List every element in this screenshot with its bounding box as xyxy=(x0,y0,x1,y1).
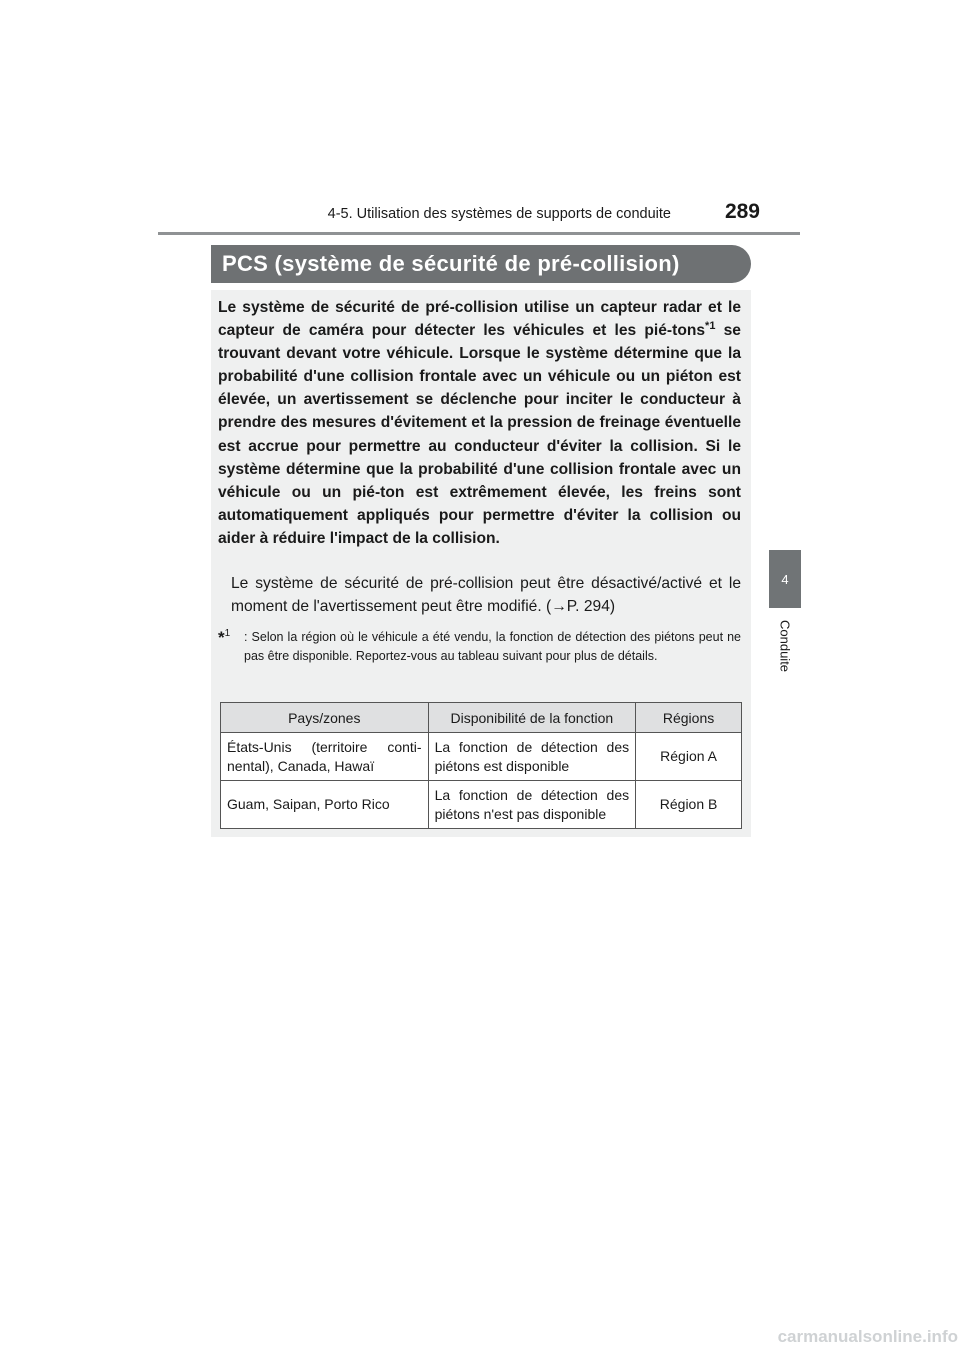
table-cell-country: Guam, Saipan, Porto Rico xyxy=(221,781,429,829)
watermark: carmanualsonline.info xyxy=(777,1327,958,1346)
table-cell-region: Région B xyxy=(636,781,742,829)
table-cell-availability: La fonction de détection des piétons est disponible xyxy=(428,733,636,781)
section-title-banner xyxy=(211,245,751,283)
chapter-tab-label: Conduite xyxy=(777,620,793,673)
intro-paragraph xyxy=(218,296,741,550)
table-row xyxy=(221,733,742,781)
section-title: PCS (système de sécurité de pré-collision) xyxy=(222,251,680,276)
footnote xyxy=(218,624,741,666)
footnote-asterisk: * xyxy=(218,628,225,647)
column-header-countries: Pays/zones xyxy=(221,703,429,733)
column-header-regions: Régions xyxy=(636,703,742,733)
footnote-text: : Selon la région où le véhicule a été vendu, la fonction de détection des piétons peut ne pas être disponible. Reportez-vous au tableau suivant pour plus de détails. xyxy=(244,630,741,663)
header-section-title: 4-5. Utilisation des systèmes de supports de conduite xyxy=(327,206,671,222)
header-divider xyxy=(158,232,800,235)
footnote-number: 1 xyxy=(224,628,231,639)
settings-note-text: Le système de sécurité de pré-collision peut être désactivé/activé et le moment de l'avertissement peut être modifié. ( xyxy=(231,575,741,615)
settings-note xyxy=(231,572,741,618)
page-number: 289 xyxy=(724,200,760,223)
table-row xyxy=(221,781,742,829)
page-reference-link[interactable]: P. 294) xyxy=(566,598,616,615)
intro-text-part2: se trouvant devant votre véhicule. Lorsque le système détermine que la probabilité d'une collision frontale avec un véhicule ou un piéton est élevée, un avertissement se déclenche pour inciter le conducteur à prendre des mesures d'évitement et la pression de freinage éventuelle est accrue pour permettre au conducteur d'éviter la collision. Si le système détermine que la probabilité d'une collision frontale avec un véhicule ou un pié-ton est extrêmement élevée, les freins sont automatiquement appliqués pour permettre d'éviter la collision ou aider à réduire l'impact de la collision. xyxy=(218,322,741,547)
chapter-tab-number: 4 xyxy=(781,571,789,587)
footnote-reference: *1 xyxy=(705,319,716,332)
region-availability-table xyxy=(220,702,742,829)
chapter-tab xyxy=(769,550,801,608)
table-cell-availability: La fonction de détection des piétons n'est pas disponible xyxy=(428,781,636,829)
arrow-icon: → xyxy=(551,598,567,615)
table-header-row xyxy=(221,703,742,733)
table-cell-region: Région A xyxy=(636,733,742,781)
column-header-availability: Disponibilité de la fonction xyxy=(428,703,636,733)
intro-text-part1: Le système de sécurité de pré-collision utilise un capteur radar et le capteur de caméra pour détecter les véhicules et les pié-tons xyxy=(218,299,741,340)
table-cell-country: États-Unis (territoire conti-nental), Canada, Hawaï xyxy=(221,733,429,781)
